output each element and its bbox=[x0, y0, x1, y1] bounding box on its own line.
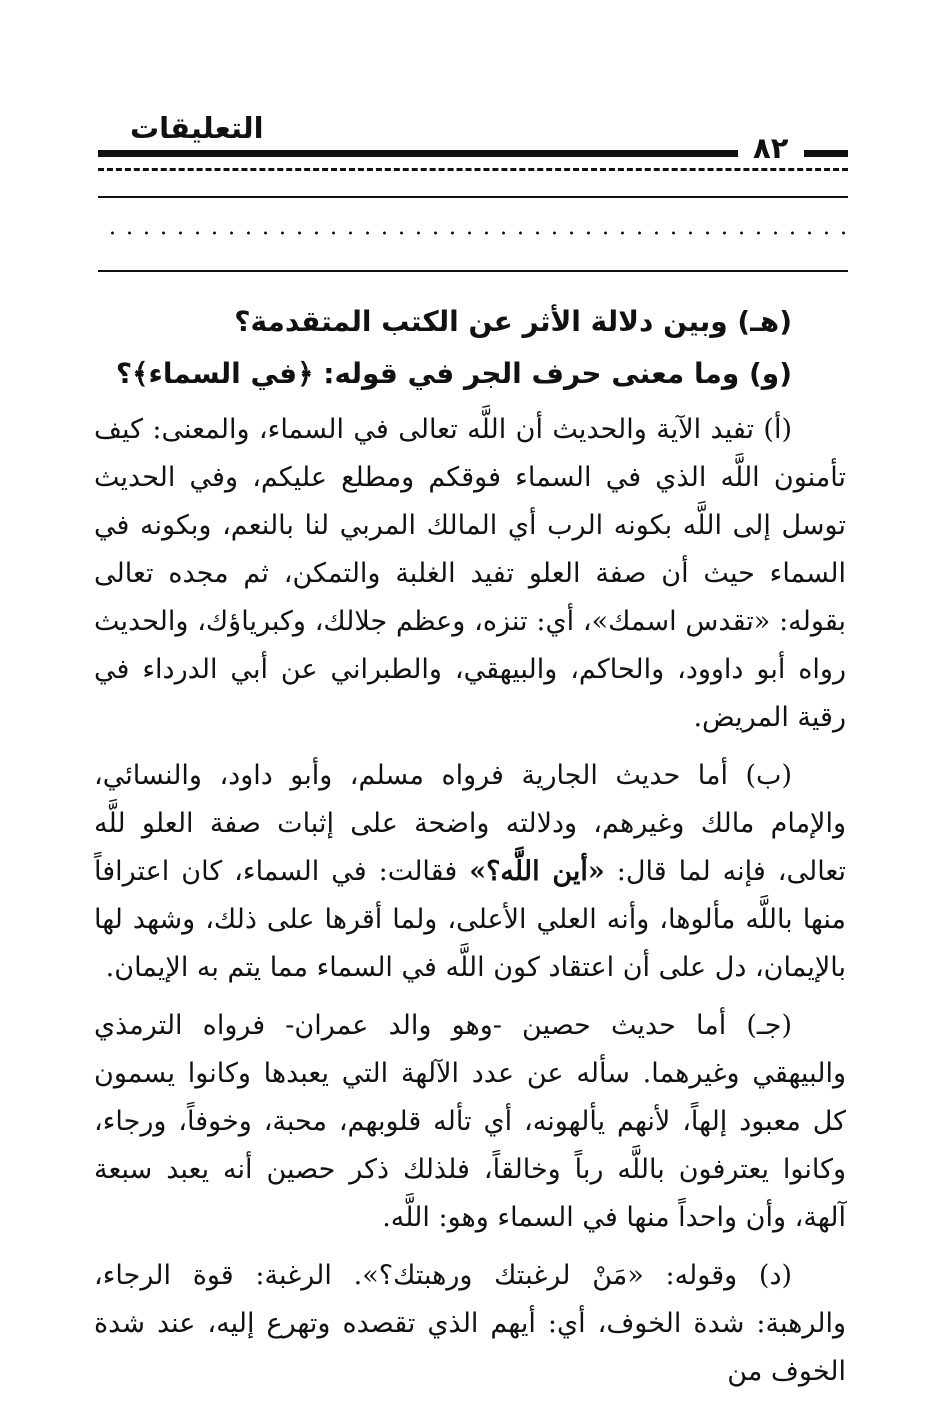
answer-b-quote: «أين اللَّه؟» bbox=[469, 856, 605, 887]
page-body bbox=[94, 296, 846, 1406]
header-rule-thick bbox=[98, 150, 738, 157]
separator-rule-top bbox=[98, 196, 848, 198]
header-rule-thick-right bbox=[804, 150, 848, 157]
question-w: (و) وما معنى حرف الجر في قوله: ﴿في السماء﴾؟ bbox=[115, 357, 792, 390]
question-h: (هـ) وبين دلالة الأثر عن الكتب المتقدمة؟ bbox=[234, 305, 792, 338]
answer-b bbox=[94, 752, 846, 992]
header-rule-dashed bbox=[98, 168, 848, 171]
answer-j: (جـ) أما حديث حصين -وهو والد عمران- فرواه الترمذي والبيهقي وغيرهما. سأله عن عدد الآلهة التي يعبدها وكانوا يسمون كل معبود إلهاً، لأنهم يألهونه، أي تأله قلوبهم، محبة، وخوفاً، ورجاء، وكانوا يعترفون باللَّه رباً وخالقاً، فلذلك ذكر حصين أنه يعبد سبعة آلهة، وأن واحداً منها في السماء وهو: اللَّه. bbox=[94, 1010, 846, 1233]
answer-a: (أ) تفيد الآية والحديث أن اللَّه تعالى في السماء، والمعنى: كيف تأمنون اللَّه الذي في السماء فوقكم ومطلع عليكم، وفي الحديث توسل إلى اللَّه بكونه الرب أي المالك المربي لنا بالنعم، وبكونه في السماء حيث أن صفة العلو تفيد الغلبة والتمكن، ثم مجده تعالى بقوله: «تقدس اسمك»، أي: تنزه، وعظم جلالك، وكبرياؤك، والحديث رواه أبو داوود، والحاكم، والبيهقي، والطبراني عن أبي الدرداء في رقية المريض. bbox=[94, 414, 846, 733]
separator-rule-bottom bbox=[98, 270, 848, 272]
answer-b-text-1: (ب) أما حديث الجارية فرواه مسلم، وأبو داود، والنسائي، والإمام مالك وغيرهم، ودلالته واضحة على إثبات صفة العلو للَّه تعالى، فإنه لما قال: bbox=[94, 760, 846, 887]
page-number: ٨٢ bbox=[753, 131, 789, 165]
running-title: التعليقات bbox=[130, 111, 264, 145]
page-header bbox=[98, 100, 848, 180]
answer-d: (د) وقوله: «مَنْ لرغبتك ورهبتك؟». الرغبة: قوة الرجاء، والرهبة: شدة الخوف، أي: أيهم الذي تقصده وتهرع إليه، عند شدة الخوف من bbox=[94, 1260, 846, 1387]
answer-b-text-2: فقالت: في السماء، كان اعترافاً منها باللَّه مألوها، وأنه العلي الأعلى، ولما أقرها على ذلك، وشهد لها بالإيمان، دل على أن اعتقاد كون اللَّه في السماء مما يتم به الإيمان. bbox=[94, 856, 846, 983]
dotted-separator bbox=[98, 226, 848, 240]
